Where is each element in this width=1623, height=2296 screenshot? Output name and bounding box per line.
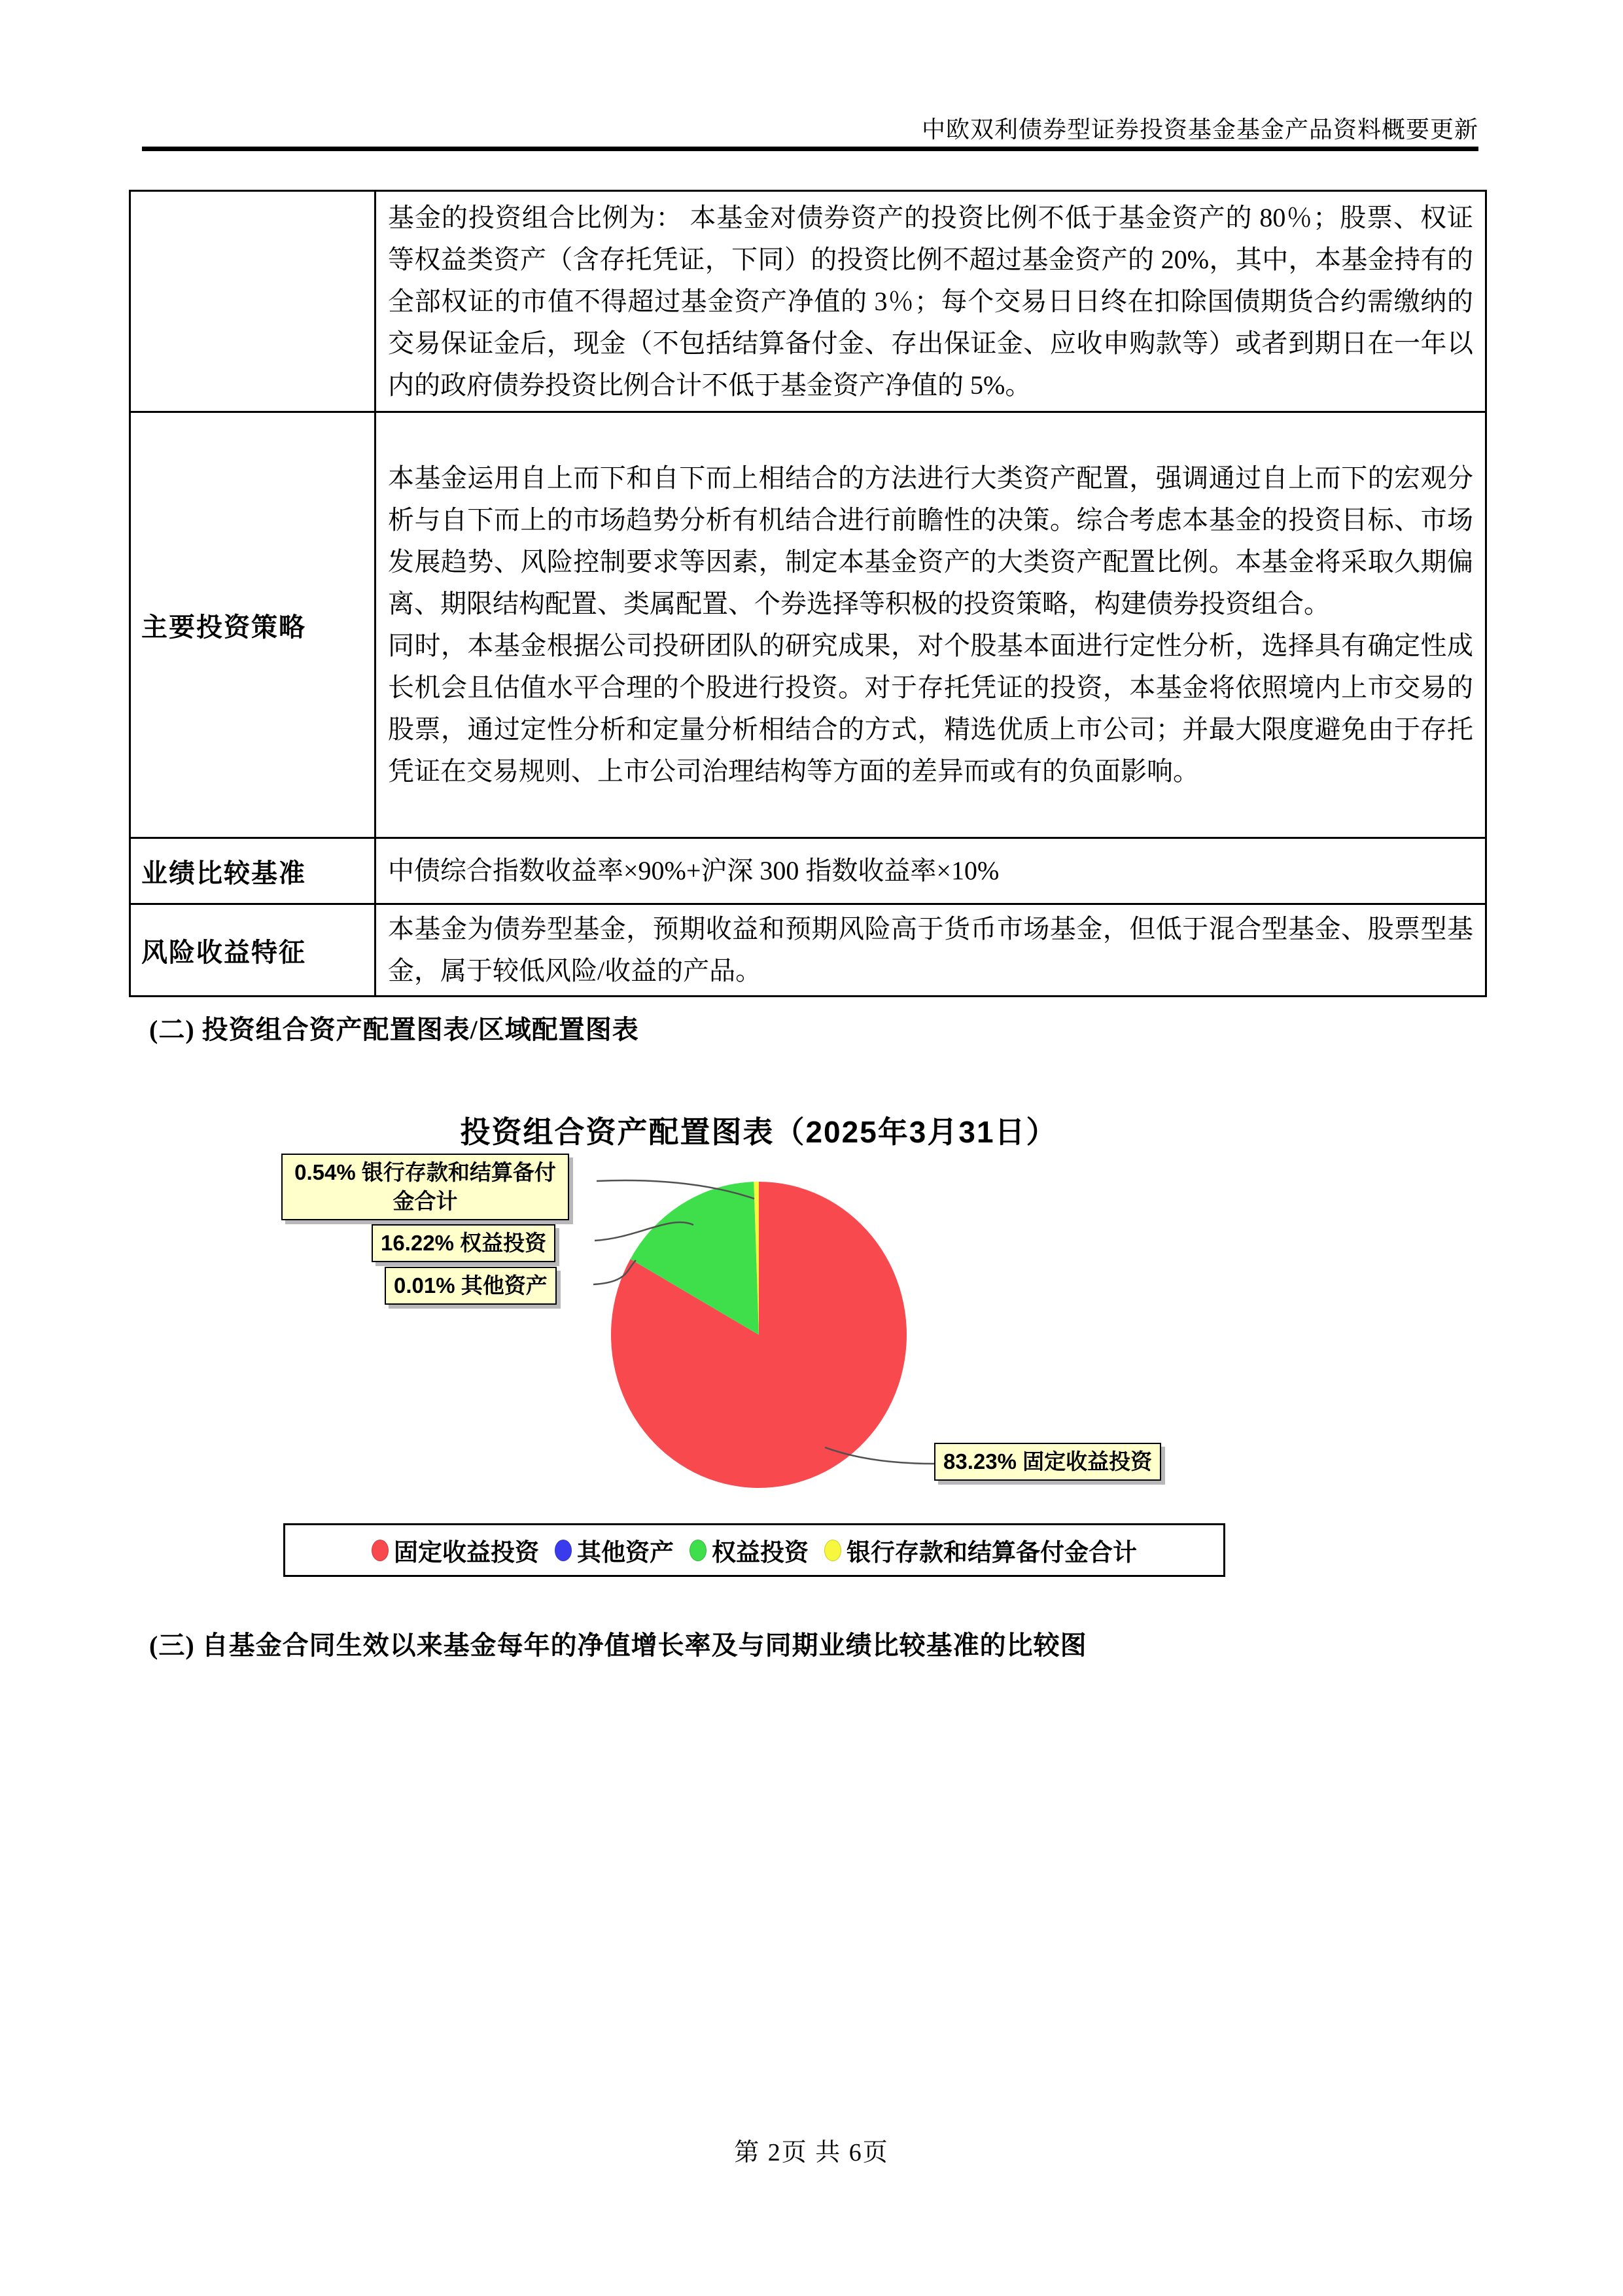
asset-allocation-pie-chart [262, 1086, 1256, 1603]
table-row [130, 412, 1486, 838]
legend-marker-fixed-income [372, 1540, 389, 1561]
legend-item-bank-deposits [824, 1532, 1137, 1568]
legend-label: 权益投资 [712, 1539, 809, 1566]
legend-marker-other-assets [555, 1540, 572, 1561]
row-content-cell [375, 904, 1486, 997]
section-3-heading: (三) 自基金合同生效以来基金每年的净值增长率及与同期业绩比较基准的比较图 [149, 1631, 1087, 1660]
page-footer: 第 2页 共 6页 [734, 2139, 889, 2166]
legend-marker-equity [689, 1540, 707, 1561]
row-label-cell: 主要投资策略 [130, 412, 375, 838]
legend-item-fixed-income [372, 1532, 539, 1568]
row-content-cell [375, 191, 1486, 412]
table-row [130, 191, 1486, 412]
paragraph: 本基金运用自上而下和自下而上相结合的方法进行大类资产配置，强调通过自上而下的宏观分析与自下而上的市场趋势分析有机结合进行前瞻性的决策。综合考虑本基金的投资目标、市场发展趋势、风险控制要求等因素，制定本基金资产的大类资产配置比例。本基金将采取久期偏离、期限结构配置、类属配置、个券选择等积极的投资策略，构建债券投资组合。 [388, 463, 1473, 618]
callout-bank-deposits: 0.54% 银行存款和结算备付金合计 [281, 1154, 569, 1220]
legend-item-other-assets [555, 1532, 674, 1568]
header-rule [142, 147, 1478, 151]
legend-label: 固定收益投资 [394, 1539, 539, 1566]
chart-title: 投资组合资产配置图表（2025年3月31日） [460, 1115, 1058, 1149]
row-content-cell [375, 412, 1486, 838]
doc-header-title: 中欧双利债券型证券投资基金基金产品资料概要更新 [921, 116, 1478, 143]
fund-info-table [129, 190, 1487, 997]
legend-label: 其他资产 [577, 1539, 674, 1566]
callout-other-assets: 0.01% 其他资产 [385, 1267, 557, 1305]
legend-item-equity [689, 1532, 809, 1568]
callout-fixed-income: 83.23% 固定收益投资 [934, 1443, 1161, 1481]
row-label-cell: 业绩比较基准 [130, 838, 375, 904]
row-label-cell: 风险收益特征 [130, 904, 375, 997]
chart-legend [283, 1523, 1225, 1577]
table-row [130, 904, 1486, 997]
paragraph: 中债综合指数收益率×90%+沪深 300 指数收益率×10% [388, 856, 1000, 885]
table-row [130, 838, 1486, 904]
paragraph: 同时，本基金根据公司投研团队的研究成果，对个股基本面进行定性分析，选择具有确定性成长机会且估值水平合理的个股进行投资。对于存托凭证的投资，本基金将依照境内上市交易的股票，通过定性分析和定量分析相结合的方式，精选优质上市公司；并最大限度避免由于存托凭证在交易规则、上市公司治理结构等方面的差异而或有的负面影响。 [388, 631, 1473, 786]
row-label-cell [130, 191, 375, 412]
row-content-cell [375, 838, 1486, 904]
paragraph: 本基金为债券型基金，预期收益和预期风险高于货币市场基金，但低于混合型基金、股票型基金，属于较低风险/收益的产品。 [388, 914, 1473, 985]
legend-marker-bank-deposits [824, 1540, 841, 1561]
legend-label: 银行存款和结算备付金合计 [846, 1539, 1137, 1566]
paragraph: 基金的投资组合比例为： 本基金对债券资产的投资比例不低于基金资产的 80％；股票、权证等权益类资产（含存托凭证，下同）的投资比例不超过基金资产的 20%，其中，本基金持有的全部权证的市值不得超过基金资产净值的 3％；每个交易日日终在扣除国债期货合约需缴纳的交易保证金后，现金（不包括结算备付金、存出保证金、应收申购款等）或者到期日在一年以内的政府债券投资比例合计不低于基金资产净值的 5%。 [388, 202, 1473, 400]
callout-equity-investment: 16.22% 权益投资 [372, 1224, 555, 1262]
section-2-heading: (二) 投资组合资产配置图表/区域配置图表 [149, 1015, 639, 1044]
